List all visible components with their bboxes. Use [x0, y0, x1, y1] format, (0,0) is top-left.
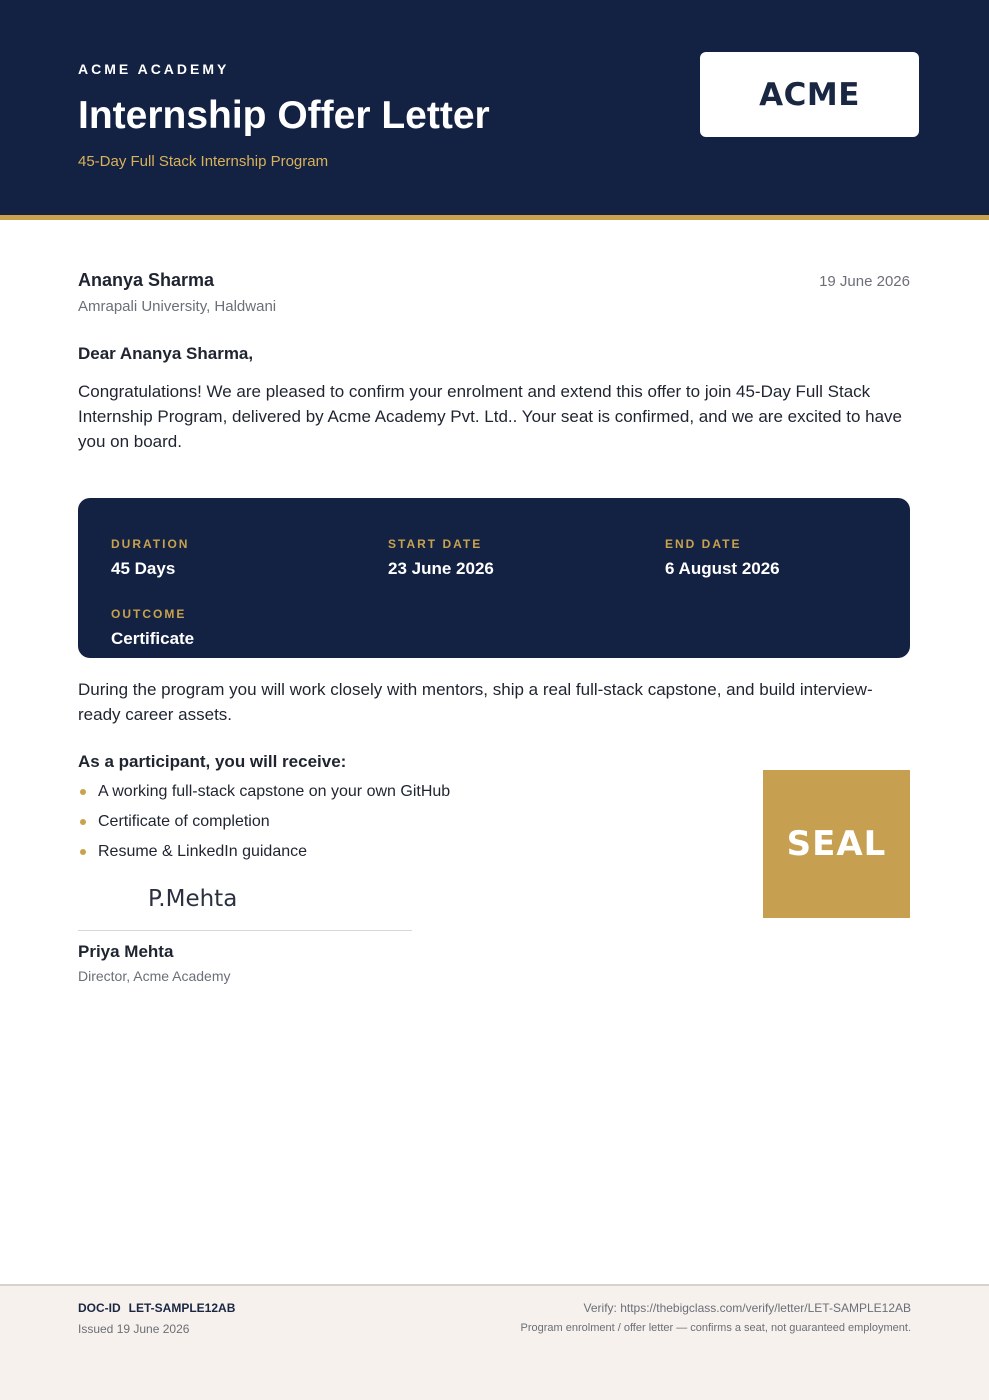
salutation: Dear Ananya Sharma,	[78, 344, 254, 363]
seal	[763, 770, 910, 918]
recipient-name: Ananya Sharma	[78, 270, 215, 290]
benefit-text: Resume & LinkedIn guidance	[98, 843, 308, 860]
signature-line	[78, 930, 412, 931]
signer-name: Priya Mehta	[78, 942, 174, 961]
list-item	[78, 811, 450, 841]
logo-text: ACME	[759, 76, 860, 113]
detail-value: 6 August 2026	[665, 559, 780, 578]
detail-label: START DATE	[388, 537, 483, 551]
program-details-card	[78, 498, 910, 658]
logo	[700, 52, 919, 137]
list-item	[78, 781, 450, 811]
detail-duration	[111, 537, 189, 579]
letter-date: 19 June 2026	[819, 273, 910, 290]
program-description: During the program you will work closely with mentors, ship a real full-stack capstone, and build interview-ready career assets.	[78, 680, 873, 724]
detail-start-date	[388, 537, 494, 579]
signer-role: Director, Acme Academy	[78, 968, 231, 984]
org-eyebrow: ACME ACADEMY	[78, 61, 230, 77]
list-item	[78, 841, 450, 871]
signature: P.Mehta	[148, 886, 238, 912]
letter-header	[0, 0, 989, 220]
detail-outcome	[111, 607, 194, 649]
benefit-text: Certificate of completion	[98, 813, 270, 830]
issued-date: Issued 19 June 2026	[78, 1322, 190, 1336]
benefits-heading: As a participant, you will receive:	[78, 752, 347, 771]
doc-id	[78, 1301, 235, 1315]
benefits-list	[78, 781, 450, 871]
benefit-text: A working full-stack capstone on your own GitHub	[98, 783, 451, 800]
detail-value: 23 June 2026	[388, 559, 494, 578]
detail-label: DURATION	[111, 537, 190, 551]
intro-paragraph: Congratulations! We are pleased to confirm your enrolment and extend this offer to join 45-Day Full Stack Internship Program, delivered by Acme Academy Pvt. Ltd.. Your seat is confirmed, and we are excited to have you on board.	[78, 382, 902, 451]
doc-id-label: DOC-ID	[78, 1301, 121, 1315]
program-subtitle: 45-Day Full Stack Internship Program	[78, 153, 329, 170]
verify-link[interactable]: Verify: https://thebigclass.com/verify/letter/LET-SAMPLE12AB	[583, 1301, 911, 1315]
detail-label: END DATE	[665, 537, 742, 551]
bullet-icon	[80, 789, 86, 795]
detail-label: OUTCOME	[111, 607, 187, 621]
detail-value: 45 Days	[111, 559, 176, 578]
footer	[0, 1284, 989, 1400]
disclaimer: Program enrolment / offer letter — confirms a seat, not guaranteed employment.	[520, 1322, 911, 1334]
detail-end-date	[665, 537, 780, 579]
detail-value: Certificate	[111, 629, 195, 648]
bullet-icon	[80, 849, 86, 855]
doc-id-value: LET-SAMPLE12AB	[128, 1301, 236, 1315]
recipient-organization: Amrapali University, Haldwani	[78, 298, 277, 315]
bullet-icon	[80, 819, 86, 825]
seal-text: SEAL	[786, 824, 887, 864]
page-title: Internship Offer Letter	[78, 94, 490, 137]
